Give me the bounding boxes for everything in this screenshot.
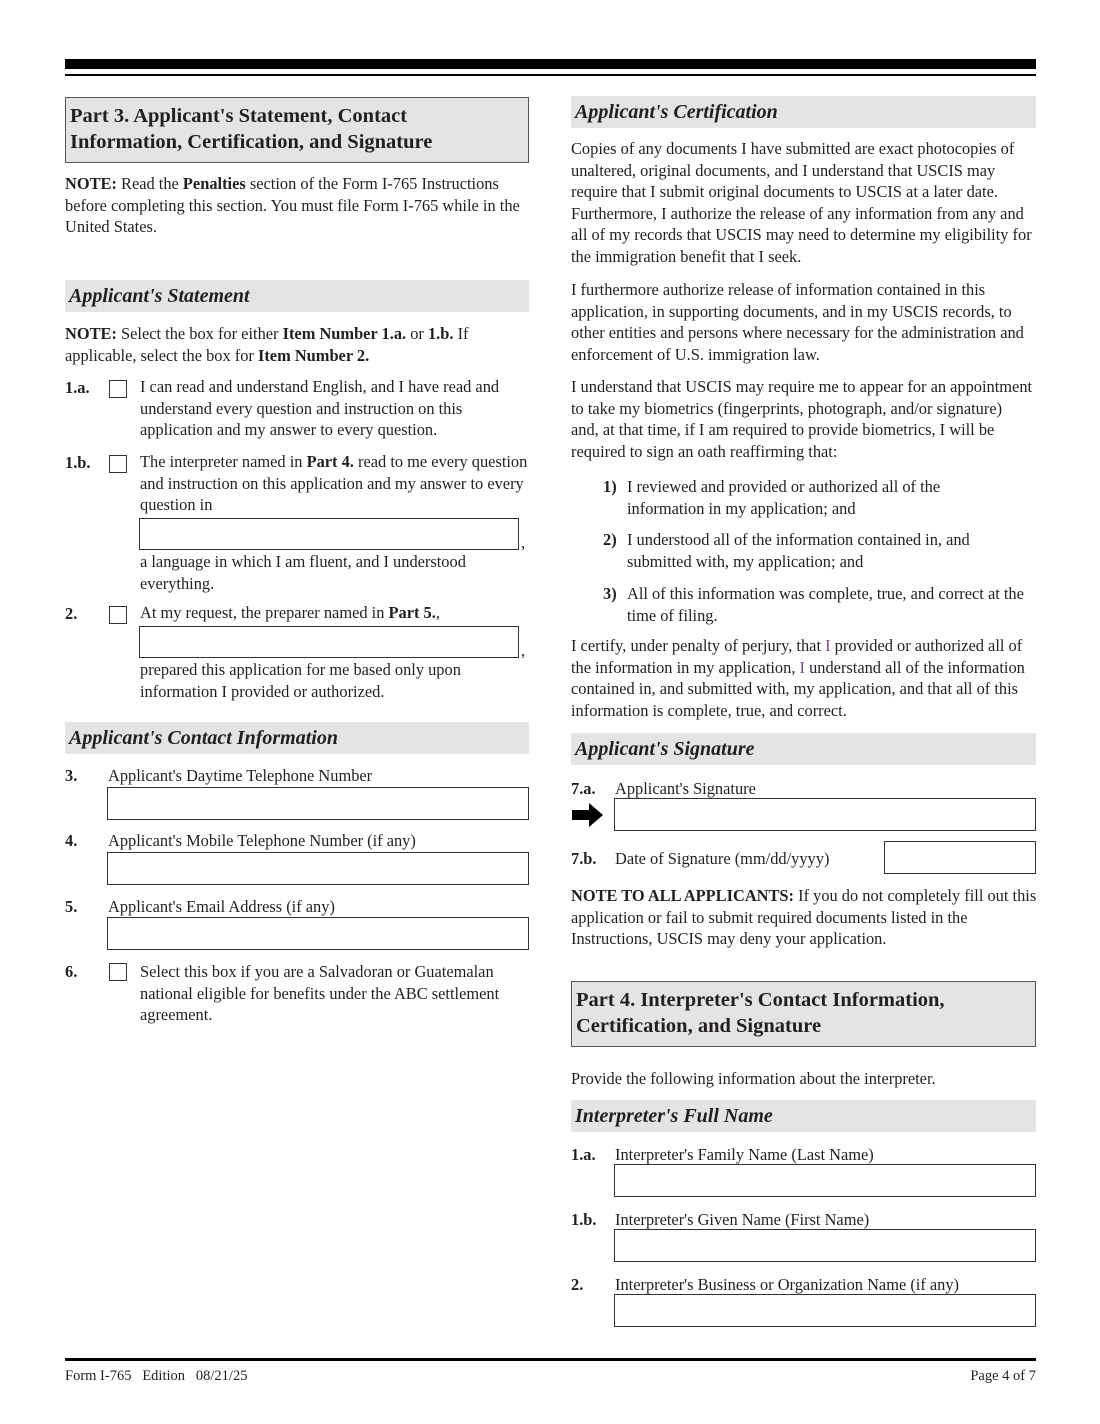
footer-form-edition: Form I-765 Edition 08/21/25: [65, 1368, 248, 1384]
oath-item-3-text: All of this information was complete, true, and correct at the time of filing.: [627, 584, 1024, 625]
signature-date-field[interactable]: [884, 841, 1036, 874]
applicant-contact-heading: Applicant's Contact Information: [65, 722, 529, 754]
oath-item-2-text: I understood all of the information contained in, and submitted with, my application; and: [627, 530, 970, 571]
oath-item-3-number: 3): [603, 584, 617, 603]
interpreter-1a-number: 1.a.: [571, 1145, 596, 1164]
footer-rule: [65, 1358, 1036, 1361]
footer-page-number: Page 4 of 7: [970, 1368, 1036, 1384]
preparer-checkbox[interactable]: [109, 606, 127, 624]
applicant-signature-field[interactable]: [614, 798, 1036, 831]
part3-note: NOTE: Read the Penalties section of the Form I-765 Instructions before completing this section. You must file Form I-765 while in the United States.: [65, 174, 520, 236]
daytime-phone-field[interactable]: [107, 787, 529, 820]
item-5-label: Applicant's Email Address (if any): [108, 897, 335, 916]
interpreter-checkbox[interactable]: [109, 455, 127, 473]
interpreter-2-number: 2.: [571, 1275, 584, 1294]
oath-item-1-number: 1): [603, 477, 617, 496]
part4-intro: Provide the following information about the interpreter.: [571, 1069, 936, 1088]
interpreter-given-name-field[interactable]: [614, 1229, 1036, 1262]
certification-para2: I furthermore authorize release of information contained in this application, in supporting documents, and in my USCIS records, to other entities and persons where necessary for the administration and enforcement of U.S. immigration law.: [571, 280, 1024, 364]
interpreter-1a-label: Interpreter's Family Name (Last Name): [615, 1145, 874, 1164]
item-4-number: 4.: [65, 831, 78, 850]
interpreter-organization-field[interactable]: [614, 1294, 1036, 1327]
item-2-number: 2.: [65, 604, 78, 623]
right-arrow-icon: [572, 803, 604, 827]
interpreter-1b-label: Interpreter's Given Name (First Name): [615, 1210, 870, 1229]
applicant-signature-heading: Applicant's Signature: [571, 733, 1036, 765]
interpreter-family-name-field[interactable]: [614, 1164, 1036, 1197]
mobile-phone-field[interactable]: [107, 852, 529, 885]
item-7b-label: Date of Signature (mm/dd/yyyy): [615, 849, 830, 868]
item-7a-label: Applicant's Signature: [615, 779, 756, 798]
english-checkbox[interactable]: [109, 380, 127, 398]
item-4-label: Applicant's Mobile Telephone Number (if any): [108, 831, 416, 850]
preparer-field[interactable]: [139, 626, 519, 658]
item-2-after: prepared this application for me based only upon information I provided or authorized.: [140, 660, 461, 701]
certification-para4: I certify, under penalty of perjury, that I provided or authorized all of the information in my application, I understand all of the information contained in, and submitted with, my application, and that all of this information is complete, true, and correct.: [571, 636, 1025, 720]
top-rule-thick: [65, 59, 1036, 69]
item-1a-text: I can read and understand English, and I have read and understand every question and instruction on this application and my answer to every question.: [140, 377, 500, 439]
item-3-label: Applicant's Daytime Telephone Number: [108, 766, 373, 785]
applicant-certification-heading: Applicant's Certification: [571, 96, 1036, 128]
language-comma: ,: [521, 533, 526, 552]
oath-item-1-text: I reviewed and provided or authorized all of the information in my application; and: [627, 477, 941, 518]
item-1a-number: 1.a.: [65, 378, 90, 397]
item-7b-number: 7.b.: [571, 849, 597, 868]
item-1b-number: 1.b.: [65, 453, 91, 472]
oath-item-2-number: 2): [603, 530, 617, 549]
certification-para1: Copies of any documents I have submitted are exact photocopies of unaltered, original documents, and I understand that USCIS may require that I submit original documents to USCIS at a later date. Furthermore, I authorize the release of any information from any and all of my records that USCIS may need to determine my eligibility for the immigration benefit that I seek.: [571, 139, 1032, 266]
certification-para3: I understand that USCIS may require me to appear for an appointment to take my biometrics (fingerprints, photograph, and/or signature) and, at that time, if I am required to provide biometrics, I will be required to sign an oath reaffirming that:: [571, 377, 1033, 461]
item-1b-text: The interpreter named in Part 4. read to me every question and instruction on this application and my answer to every question in: [140, 452, 528, 514]
preparer-comma: ,: [521, 641, 526, 660]
part4-heading: Part 4. Interpreter's Contact Information, Certification, and Signature: [571, 981, 1036, 1047]
top-rule-thin: [65, 74, 1036, 76]
abc-checkbox[interactable]: [109, 963, 127, 981]
interpreter-2-label: Interpreter's Business or Organization Name (if any): [615, 1275, 960, 1294]
applicant-statement-heading: Applicant's Statement: [65, 280, 529, 312]
item-2-text: At my request, the preparer named in Part 5.,: [140, 603, 440, 622]
item-3-number: 3.: [65, 766, 78, 785]
email-field[interactable]: [107, 917, 529, 950]
note-to-all-applicants: NOTE TO ALL APPLICANTS: If you do not completely fill out this application or fail to submit required documents listed in the Instructions, USCIS may deny your application.: [571, 886, 1037, 948]
language-field[interactable]: [139, 518, 519, 550]
item-5-number: 5.: [65, 897, 78, 916]
item-7a-number: 7.a.: [571, 779, 596, 798]
part3-heading: Part 3. Applicant's Statement, Contact Information, Certification, and Signature: [65, 97, 529, 163]
interpreter-1b-number: 1.b.: [571, 1210, 597, 1229]
item-1b-after: a language in which I am fluent, and I understood everything.: [140, 552, 466, 593]
item-6-label: Select this box if you are a Salvadoran or Guatemalan national eligible for benefits under the ABC settlement agreement.: [140, 962, 500, 1024]
item-6-number: 6.: [65, 962, 78, 981]
statement-note: NOTE: Select the box for either Item Number 1.a. or 1.b. If applicable, select the box for Item Number 2.: [65, 324, 469, 365]
interpreter-full-name-heading: Interpreter's Full Name: [571, 1100, 1036, 1132]
